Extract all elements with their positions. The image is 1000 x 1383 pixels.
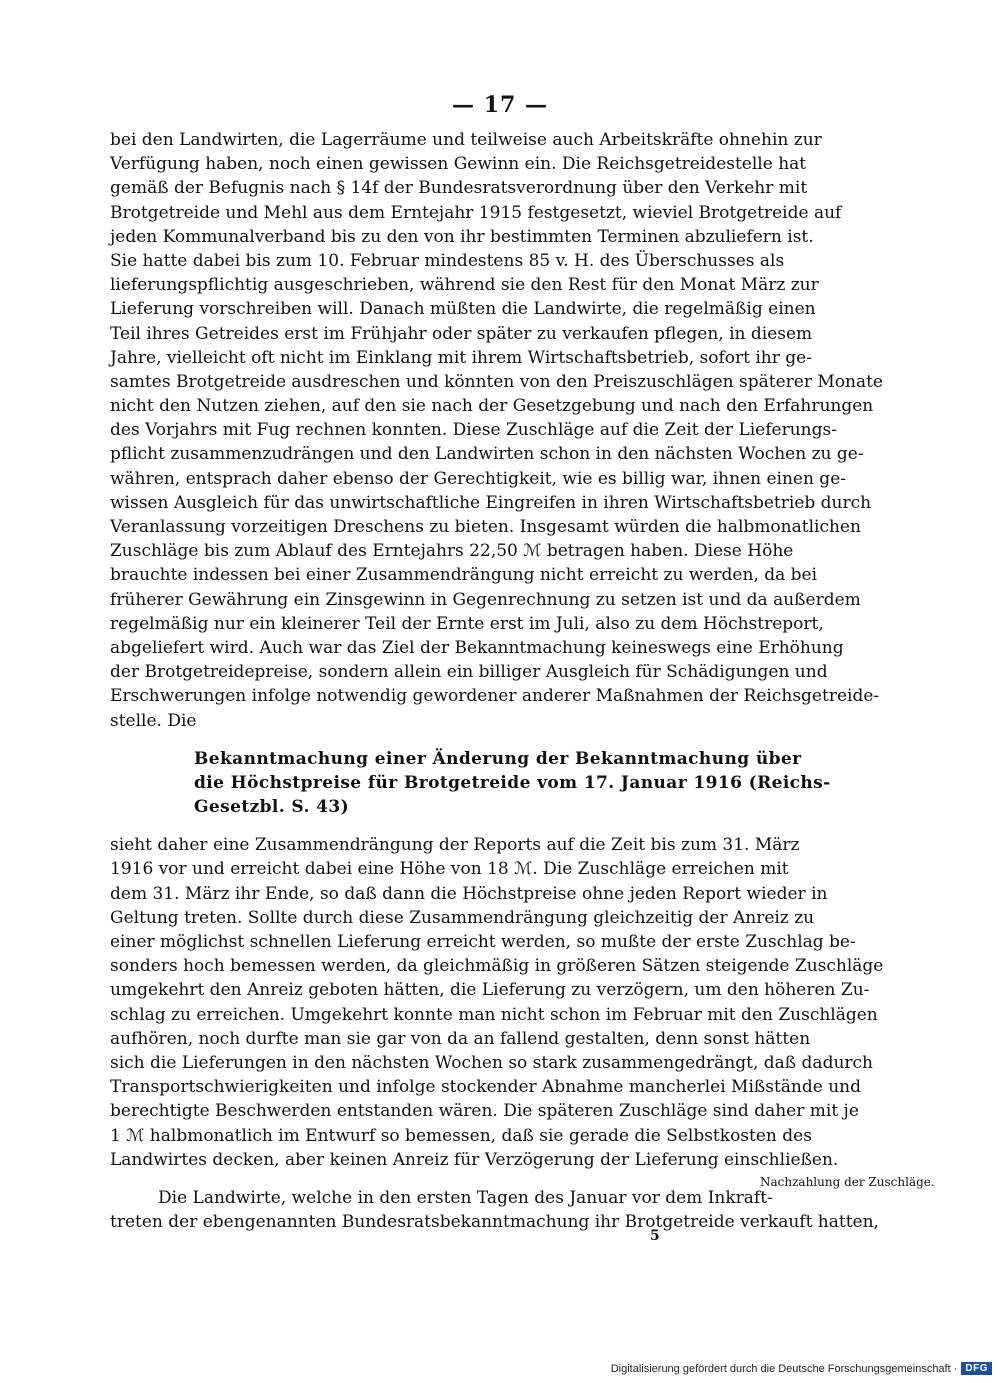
text-line: Gesetzbl. S. 43) — [194, 797, 350, 818]
paragraph-3 — [110, 1186, 879, 1234]
text-line: Jahre, vielleicht oft nicht im Einklang mit ihrem Wirtschaftsbetrieb, sofort ihr ge- — [110, 347, 812, 368]
text-line: pflicht zusammenzudrängen und den Landwirten schon in den nächsten Wochen zu ge- — [110, 444, 864, 465]
text-line: Zuschläge bis zum Ablauf des Erntejahrs 22,50 ℳ betragen haben. Diese Höhe — [110, 541, 794, 562]
text-line: stelle. Die — [110, 710, 197, 731]
text-line: treten der ebengenannten Bundesratsbekanntmachung ihr Brotgetreide verkauft hatten, — [110, 1212, 879, 1233]
text-line: sieht daher eine Zusammendrängung der Reports auf die Zeit bis zum 31. März — [110, 835, 800, 856]
decree-title — [110, 747, 831, 820]
text-line: Geltung treten. Sollte durch diese Zusammendrängung gleichzeitig der Anreiz zu — [110, 907, 815, 928]
text-line: jeden Kommunalverband bis zu den von ihr bestimmten Terminen abzuliefern ist. — [110, 226, 814, 247]
text-line: lieferungspflichtig ausgeschrieben, während sie den Rest für den Monat März zur — [110, 275, 819, 296]
text-line: früherer Gewährung ein Zinsgewinn in Gegenrechnung zu setzen ist und da außerdem — [110, 589, 861, 610]
text-line: 1916 vor und erreicht dabei eine Höhe von 18 ℳ. Die Zuschläge erreichen mit — [110, 859, 789, 880]
text-line: umgekehrt den Anreiz geboten hätten, die Lieferung zu verzögern, um den höheren Zu- — [110, 980, 870, 1001]
text-line: bei den Landwirten, die Lagerräume und teilweise auch Arbeitskräfte ohnehin zur — [110, 130, 822, 150]
paragraph-1 — [110, 128, 883, 733]
text-line: Veranlassung vorzeitigen Dreschens zu bieten. Insgesamt würden die halbmonatlichen — [110, 517, 861, 537]
text-line: einer möglichst schnellen Lieferung erreicht werden, so mußte der erste Zuschlag be- — [110, 932, 856, 952]
text-line: die Höchstpreise für Brotgetreide vom 17. Januar 1916 (Reichs- — [194, 772, 831, 793]
text-line: der Brotgetreidepreise, sondern allein ein billiger Ausgleich für Schädigungen und — [110, 662, 828, 683]
text-line: Lieferung vorschreiben will. Danach müßten die Landwirte, die regelmäßig einen — [110, 299, 816, 320]
text-line: 1 ℳ halbmonatlich im Entwurf so bemessen, daß sie gerade die Selbstkosten des — [110, 1125, 812, 1146]
text-line: Landwirtes decken, aber keinen Anreiz für Verzögerung der Lieferung einschließen. — [110, 1149, 839, 1170]
sheet-signature-mark: 5 — [650, 1228, 660, 1244]
text-line: sich die Lieferungen in den nächsten Wochen so stark zusammengedrängt, daß dadurch — [110, 1052, 873, 1073]
text-line: Transportschwierigkeiten und infolge stockender Abnahme mancherlei Mißstände und — [110, 1077, 861, 1098]
funding-footer — [611, 1362, 992, 1375]
text-line: Bekanntmachung einer Änderung der Bekanntmachung über — [194, 748, 802, 769]
text-line: des Vorjahrs mit Fug rechnen konnten. Diese Zuschläge auf die Zeit der Lieferungs- — [110, 420, 837, 441]
funding-text: Digitalisierung gefördert durch die Deutsche Forschungsgemeinschaft · — [610, 1362, 958, 1375]
paragraph-gap — [110, 819, 754, 833]
text-line: Sie hatte dabei bis zum 10. Februar mindestens 85 v. H. des Überschusses als — [110, 250, 785, 271]
text-line: abgeliefert wird. Auch war das Ziel der Bekanntmachung keineswegs eine Erhöhung — [110, 637, 844, 658]
text-line: währen, entsprach daher ebenso der Gerechtigkeit, wie es billig war, ihnen einen ge- — [110, 468, 846, 489]
margin-note: Nachzahlung der Zuschläge. — [760, 1175, 935, 1189]
text-line: Verfügung haben, noch einen gewissen Gewinn ein. Die Reichsgetreidestelle hat — [110, 154, 807, 175]
text-line: schlag zu erreichen. Umgekehrt konnte man nicht schon im Februar mit den Zuschlägen — [110, 1004, 878, 1025]
paragraph-gap — [110, 733, 754, 747]
text-line: regelmäßig nur ein kleinerer Teil der Ernte erst im Juli, also zu dem Höchstreport, — [110, 613, 824, 634]
text-line: Erschwerungen infolge notwendig gewordener anderer Maßnahmen der Reichsgetreide- — [110, 686, 880, 707]
text-line: sonders hoch bemessen werden, da gleichmäßig in größeren Sätzen steigende Zuschläge — [110, 956, 884, 977]
text-line: dem 31. März ihr Ende, so daß dann die Höchstpreise ohne jeden Report wieder in — [110, 883, 828, 904]
page-number: — 17 — — [452, 92, 548, 118]
text-line: Teil ihres Getreides erst im Frühjahr oder später zu verkaufen pflegen, in diesem — [110, 323, 813, 344]
text-line: Brotgetreide und Mehl aus dem Erntejahr 1915 festgesetzt, wieviel Brotgetreide auf — [110, 202, 842, 223]
dfg-logo: DFG — [961, 1362, 992, 1375]
paragraph-2 — [110, 833, 884, 1172]
text-line: gemäß der Befugnis nach § 14f der Bundesratsverordnung über den Verkehr mit — [110, 178, 808, 199]
text-line: nicht den Nutzen ziehen, auf den sie nach der Gesetzgebung und nach den Erfahrungen — [110, 396, 874, 417]
text-line: aufhören, noch durfte man sie gar von da an fallend gestalten, denn sonst hätten — [110, 1028, 811, 1049]
text-line: brauchte indessen bei einer Zusammendrängung nicht erreicht zu werden, da bei — [110, 565, 818, 586]
text-line: samtes Brotgetreide ausdreschen und könnten von den Preiszuschlägen späterer Monate — [110, 371, 883, 392]
text-line: berechtigte Beschwerden entstanden wären. Die späteren Zuschläge sind daher mit je — [110, 1101, 859, 1122]
text-line: Die Landwirte, welche in den ersten Tagen des Januar vor dem Inkraft- — [158, 1187, 773, 1208]
paragraph-gap — [110, 1172, 754, 1186]
text-line: wissen Ausgleich für das unwirtschaftliche Eingreifen in ihren Wirtschaftsbetrieb durch — [110, 492, 872, 513]
